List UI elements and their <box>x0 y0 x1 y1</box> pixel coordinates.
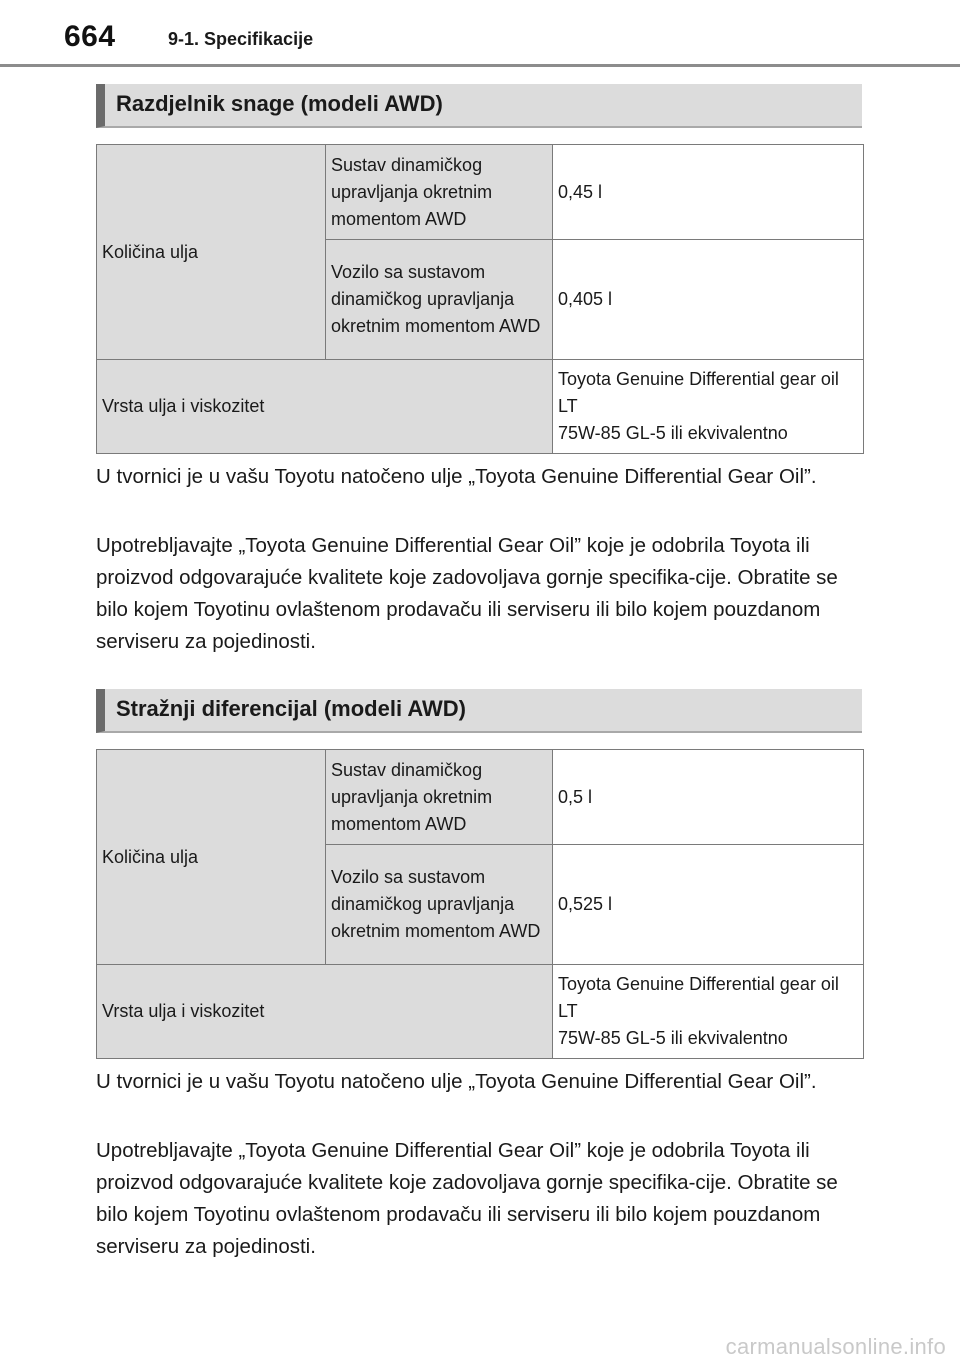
oil-quantity-value: 0,5 l <box>553 750 864 845</box>
oil-quantity-value: 0,525 l <box>553 845 864 965</box>
oil-type-label: Vrsta ulja i viskozitet <box>97 965 553 1059</box>
vehicle-awd-label: Vozilo sa sustavom dinamičkog upravljanja okretnim momentom AWD <box>326 845 553 965</box>
section-title: Razdjelnik snage (modeli AWD) <box>116 91 443 116</box>
oil-recommendation-note: Upotrebljavajte „Toyota Genuine Differential Gear Oil” koje je odobrila Toyota ili proizvod odgovarajuće kvalitete koje zadovoljava gornje specifika-cije. Obratite se bilo kojem Toyotinu ovlaštenom prodavaču ili serviseru ili bilo kojem pouzdanom serviseru za pojedinosti. <box>96 1139 838 1258</box>
header-divider <box>0 64 960 67</box>
system-awd-label: Sustav dinamičkog upravljanja okretnim momentom AWD <box>326 750 553 845</box>
oil-type-value <box>553 965 864 1059</box>
table-row <box>97 360 864 454</box>
watermark: carmanualsonline.info <box>725 1334 946 1359</box>
oil-type-label: Vrsta ulja i viskozitet <box>97 360 553 454</box>
system-awd-label: Sustav dinamičkog upravljanja okretnim momentom AWD <box>326 145 553 240</box>
oil-type-value-line1: Toyota Genuine Differential gear oil LT <box>558 369 839 416</box>
page-number: 664 <box>64 20 116 53</box>
oil-type-value-line2: 75W-85 GL-5 ili ekvivalentno <box>558 423 788 443</box>
oil-type-value <box>553 360 864 454</box>
oil-quantity-value: 0,45 l <box>553 145 864 240</box>
table-row <box>97 750 864 845</box>
oil-quantity-label: Količina ulja <box>97 145 326 360</box>
section-label: 9-1. Specifikacije <box>168 29 314 49</box>
spec-table-transfer-case <box>96 144 864 454</box>
oil-type-value-line1: Toyota Genuine Differential gear oil LT <box>558 974 839 1021</box>
oil-type-value-line2: 75W-85 GL-5 ili ekvivalentno <box>558 1028 788 1048</box>
section-title: Stražnji diferencijal (modeli AWD) <box>116 696 467 721</box>
oil-recommendation-note: Upotrebljavajte „Toyota Genuine Differential Gear Oil” koje je odobrila Toyota ili proizvod odgovarajuće kvalitete koje zadovoljava gornje specifika-cije. Obratite se bilo kojem Toyotinu ovlaštenom prodavaču ili serviseru ili bilo kojem pouzdanom serviseru za pojedinosti. <box>96 534 838 653</box>
oil-quantity-label: Količina ulja <box>97 750 326 965</box>
table-row <box>97 965 864 1059</box>
section-heading-transfer-case <box>96 84 862 128</box>
page-header <box>0 0 960 68</box>
vehicle-awd-label: Vozilo sa sustavom dinamičkog upravljanja okretnim momentom AWD <box>326 240 553 360</box>
table-row <box>97 145 864 240</box>
section-heading-rear-differential <box>96 689 862 733</box>
spec-table-rear-differential <box>96 749 864 1059</box>
oil-quantity-value: 0,405 l <box>553 240 864 360</box>
factory-fill-note: U tvornici je u vašu Toyotu natočeno ulje „Toyota Genuine Differential Gear Oil”. <box>96 465 817 488</box>
factory-fill-note: U tvornici je u vašu Toyotu natočeno ulje „Toyota Genuine Differential Gear Oil”. <box>96 1070 817 1093</box>
